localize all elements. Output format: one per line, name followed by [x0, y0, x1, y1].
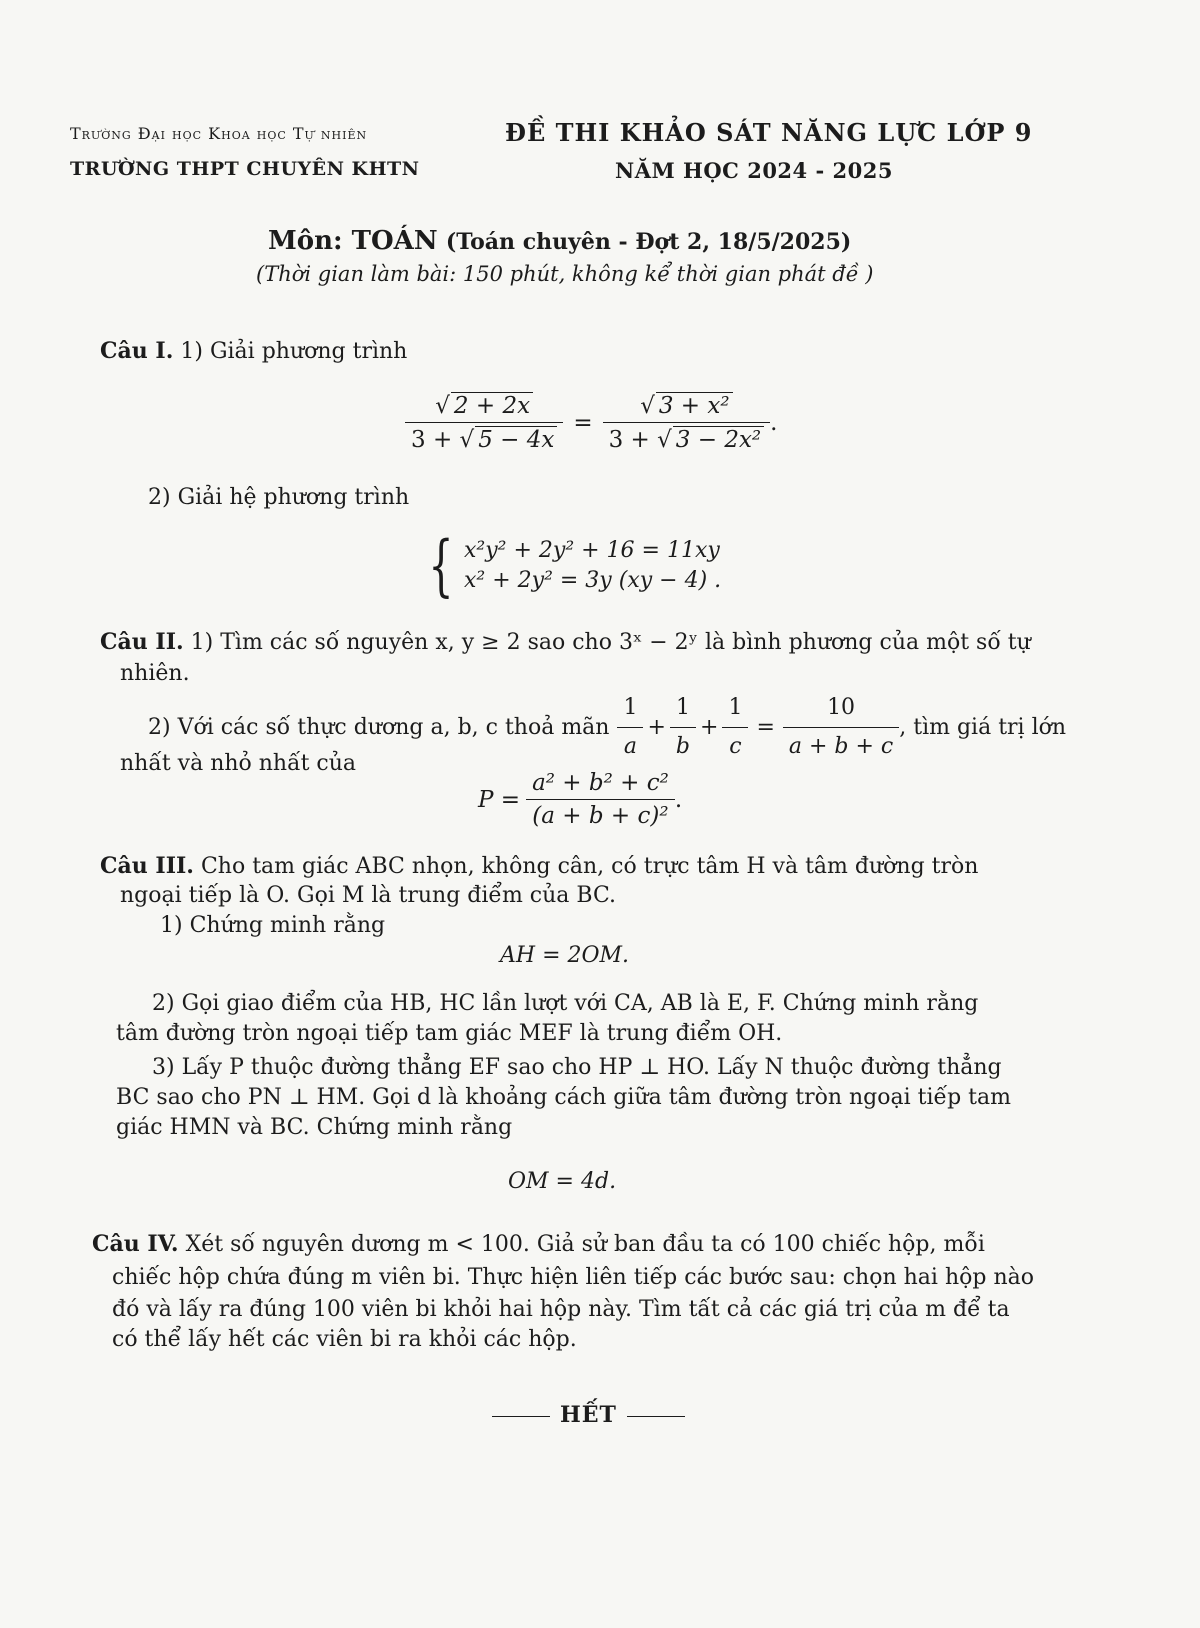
subject-detail: (Toán chuyên - Đợt 2, 18/5/2025) — [445, 229, 852, 255]
frac-one-b-num: 1 — [670, 692, 696, 728]
q2-part1-text: 1) Tìm các số nguyên x, y ≥ 2 sao cho 3ˣ − 2ʸ là bình phương của một số tự — [190, 630, 1031, 655]
q2-condition: $\frac{1}{a}$ + $\frac{1}{b}$ + $\frac{1}{c}$ = $\frac{10}{a + b + c}$ — [617, 692, 899, 763]
frac-one-b-den: b — [675, 734, 690, 759]
q1-part1-text: 1) Giải phương trình — [180, 339, 408, 364]
q4-line3: đó và lấy ra đúng 100 viên bi khỏi hai hộp này. Tìm tất cả các giá trị của m để ta — [112, 1297, 1010, 1322]
q2-part1-line2: nhiên. — [120, 661, 190, 686]
q3-part3-line2: BC sao cho PN ⊥ HM. Gọi d là khoảng cách giữa tâm đường tròn ngoại tiếp tam — [116, 1085, 1011, 1110]
q2-part2-text-b: , tìm giá trị lớn — [899, 714, 1067, 740]
q1-eq-right-numerator: 3 + x² — [656, 392, 733, 419]
end-marker — [482, 1402, 695, 1428]
q1-eq-left-den-radicand: 5 − 4x — [475, 426, 557, 453]
q1-eq-left-numerator: 2 + 2x — [451, 392, 533, 419]
right-dash — [627, 1416, 685, 1417]
p-label: P = — [478, 786, 521, 813]
school-name: TRƯỜNG THPT CHUYÊN KHTN — [70, 158, 420, 180]
q2-part1-line1 — [100, 626, 1031, 659]
q4-label: Câu IV. — [92, 1231, 179, 1257]
q3-part3-line1: 3) Lấy P thuộc đường thẳng EF sao cho HP ⊥ HO. Lấy N thuộc đường thẳng — [152, 1055, 1002, 1080]
q4-line4: có thể lấy hết các viên bi ra khỏi các hộp. — [112, 1327, 577, 1352]
q1-system-line1: x²y² + 2y² + 16 = 11xy — [464, 538, 720, 563]
frac-one-c-den: c — [729, 734, 742, 759]
university-name: Trường Đại học Khoa học Tự nhiên — [70, 124, 368, 143]
frac-one-a-den: a — [623, 734, 638, 759]
q3-equation1: AH = 2OM. — [500, 943, 630, 968]
q3-part2-line2: tâm đường tròn ngoại tiếp tam giác MEF là trung điểm OH. — [116, 1021, 783, 1046]
q2-p-expression: P = $\frac{\text{a² + b² + c²}}{\text{(a + b + c)²}}$ . — [478, 770, 683, 829]
q1-system-line2: x² + 2y² = 3y (xy − 4) . — [464, 568, 722, 593]
q1-eq-right-den-radicand: 3 − 2x² — [673, 426, 764, 453]
left-dash — [492, 1416, 550, 1417]
q3-equation2: OM = 4d. — [508, 1169, 617, 1194]
q3-part1-text: 1) Chứng minh rằng — [160, 913, 386, 938]
q1-eq-right-fraction: $\frac{\text{√ 3 + x²}}{\text{3 + √ 3 − 2x²}}$ — [603, 392, 771, 453]
school-year: NĂM HỌC 2024 - 2025 — [615, 158, 893, 183]
frac-ten-num: 10 — [783, 692, 899, 728]
q1-equation: $\frac{√ 2 + 2x}{3 + √ 5 - 4x}$ = $\frac{\text{√ 3 + x²}}{\text{3 + √ 3 − 2x²}}$ . — [405, 392, 777, 453]
q1-eq-right-den-const: 3 + — [608, 427, 650, 453]
q3-label: Câu III. — [100, 853, 194, 879]
q1-eq-left-fraction: $\frac{√ 2 + 2x}{3 + √ 5 - 4x}$ — [405, 392, 563, 453]
frac-one-c-num: 1 — [722, 692, 748, 728]
q4-line1-text: Xét số nguyên dương m < 100. Giả sử ban đầu ta có 100 chiếc hộp, mỗi — [185, 1232, 985, 1257]
q3-line1-text: Cho tam giác ABC nhọn, không cân, có trực tâm H và tâm đường tròn — [200, 854, 979, 879]
q3-part3-line3: giác HMN và BC. Chứng minh rằng — [116, 1115, 513, 1140]
q3-part2-line1: 2) Gọi giao điểm của HB, HC lần lượt với CA, AB là E, F. Chứng minh rằng — [152, 991, 979, 1016]
subject-line — [268, 226, 851, 256]
exam-title: ĐỀ THI KHẢO SÁT NĂNG LỰC LỚP 9 — [505, 118, 1033, 147]
q4-line2: chiếc hộp chứa đúng m viên bi. Thực hiện liên tiếp các bước sau: chọn hai hộp nào — [112, 1265, 1034, 1290]
frac-ten-den: a + b + c — [788, 734, 894, 759]
q2-part2-text-a: 2) Với các số thực dương a, b, c thoả mãn — [148, 714, 610, 740]
time-limit: (Thời gian làm bài: 150 phút, không kể thời gian phát đề ) — [256, 262, 874, 286]
q3-line2: ngoại tiếp là O. Gọi M là trung điểm của BC. — [120, 883, 617, 908]
q1-system — [420, 527, 722, 604]
q1-part2-text: 2) Giải hệ phương trình — [148, 485, 410, 510]
brace-symbol: { — [428, 527, 454, 604]
q2-part2-line2: nhất và nhỏ nhất của — [120, 751, 357, 776]
q1-label: Câu I. — [100, 338, 174, 364]
subject-label: Môn: TOÁN — [268, 226, 438, 256]
frac-one-a-num: 1 — [617, 692, 643, 728]
q1-intro — [100, 335, 407, 368]
q2-label: Câu II. — [100, 629, 184, 655]
p-numerator: a² + b² + c² — [526, 770, 675, 800]
p-denominator: (a + b + c)² — [532, 803, 669, 829]
q4-line1 — [92, 1228, 985, 1261]
end-text: HẾT — [560, 1402, 617, 1428]
q3-line1 — [100, 850, 978, 883]
q1-eq-left-den-const: 3 + — [411, 427, 453, 453]
